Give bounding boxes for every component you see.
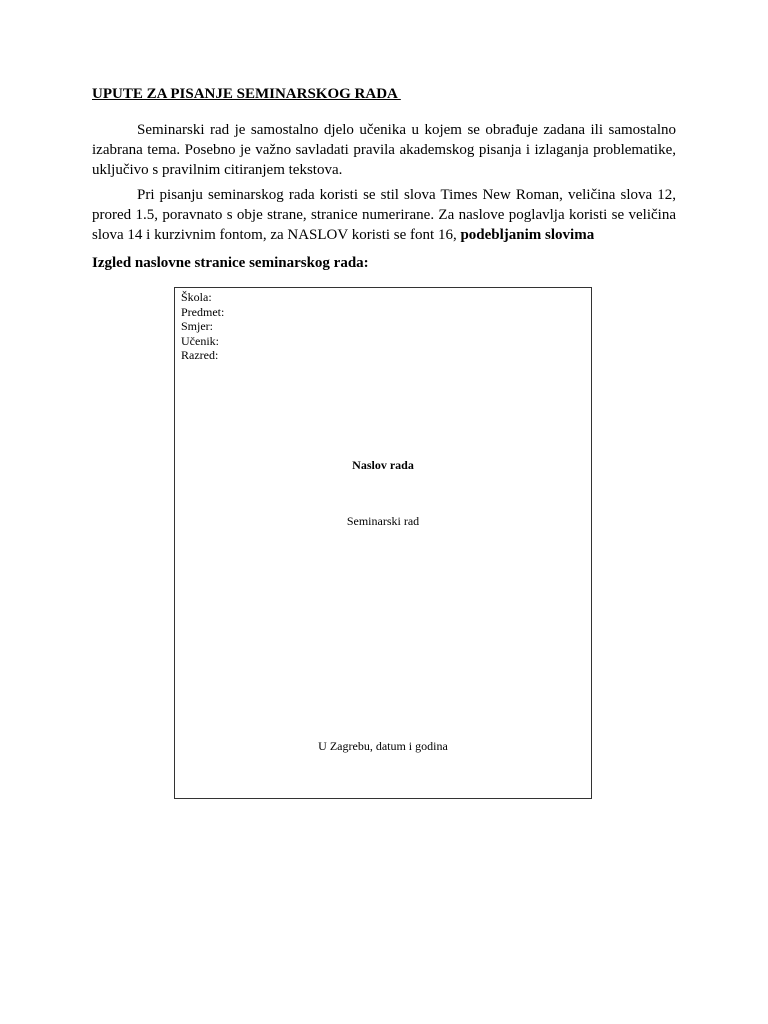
- formatting-paragraph: [92, 185, 676, 245]
- field-class: Razred:: [181, 348, 219, 362]
- example-place-date: U Zagrebu, datum i godina: [318, 739, 448, 753]
- intro-paragraph: Seminarski rad je samostalno djelo učenika u kojem se obrađuje zadana ili samostalno izabrana tema. Posebno je važno savladati pravila akademskog pisanja i izlaganja problematike, uključivo s pravilnim citiranjem tekstova.: [92, 122, 676, 178]
- title-page-fields: [181, 290, 224, 363]
- field-track: Smjer:: [181, 319, 213, 333]
- field-subject: Predmet:: [181, 304, 225, 319]
- field-student: Učenik:: [181, 333, 219, 348]
- title-page-example-frame: [174, 287, 592, 799]
- example-work-title: Naslov rada: [352, 458, 414, 472]
- formatting-paragraph-text: Pri pisanju seminarskog rada koristi se stil slova Times New Roman, veličina slova 12, prored 1.5, poravnato s obje strane, stranice numerirane. Za naslove poglavlja koristi se veličina slova 14 i kurzivnim fontom, za NASLOV koristi se font 16,: [92, 187, 676, 243]
- title-page-heading: Izgled naslovne stranice seminarskog rada:: [92, 255, 369, 271]
- field-school: Škola:: [181, 290, 212, 304]
- formatting-paragraph-bold: podebljanim slovima: [460, 227, 595, 243]
- example-work-type: Seminarski rad: [346, 514, 420, 528]
- document-title: UPUTE ZA PISANJE SEMINARSKOG RADA: [92, 86, 401, 102]
